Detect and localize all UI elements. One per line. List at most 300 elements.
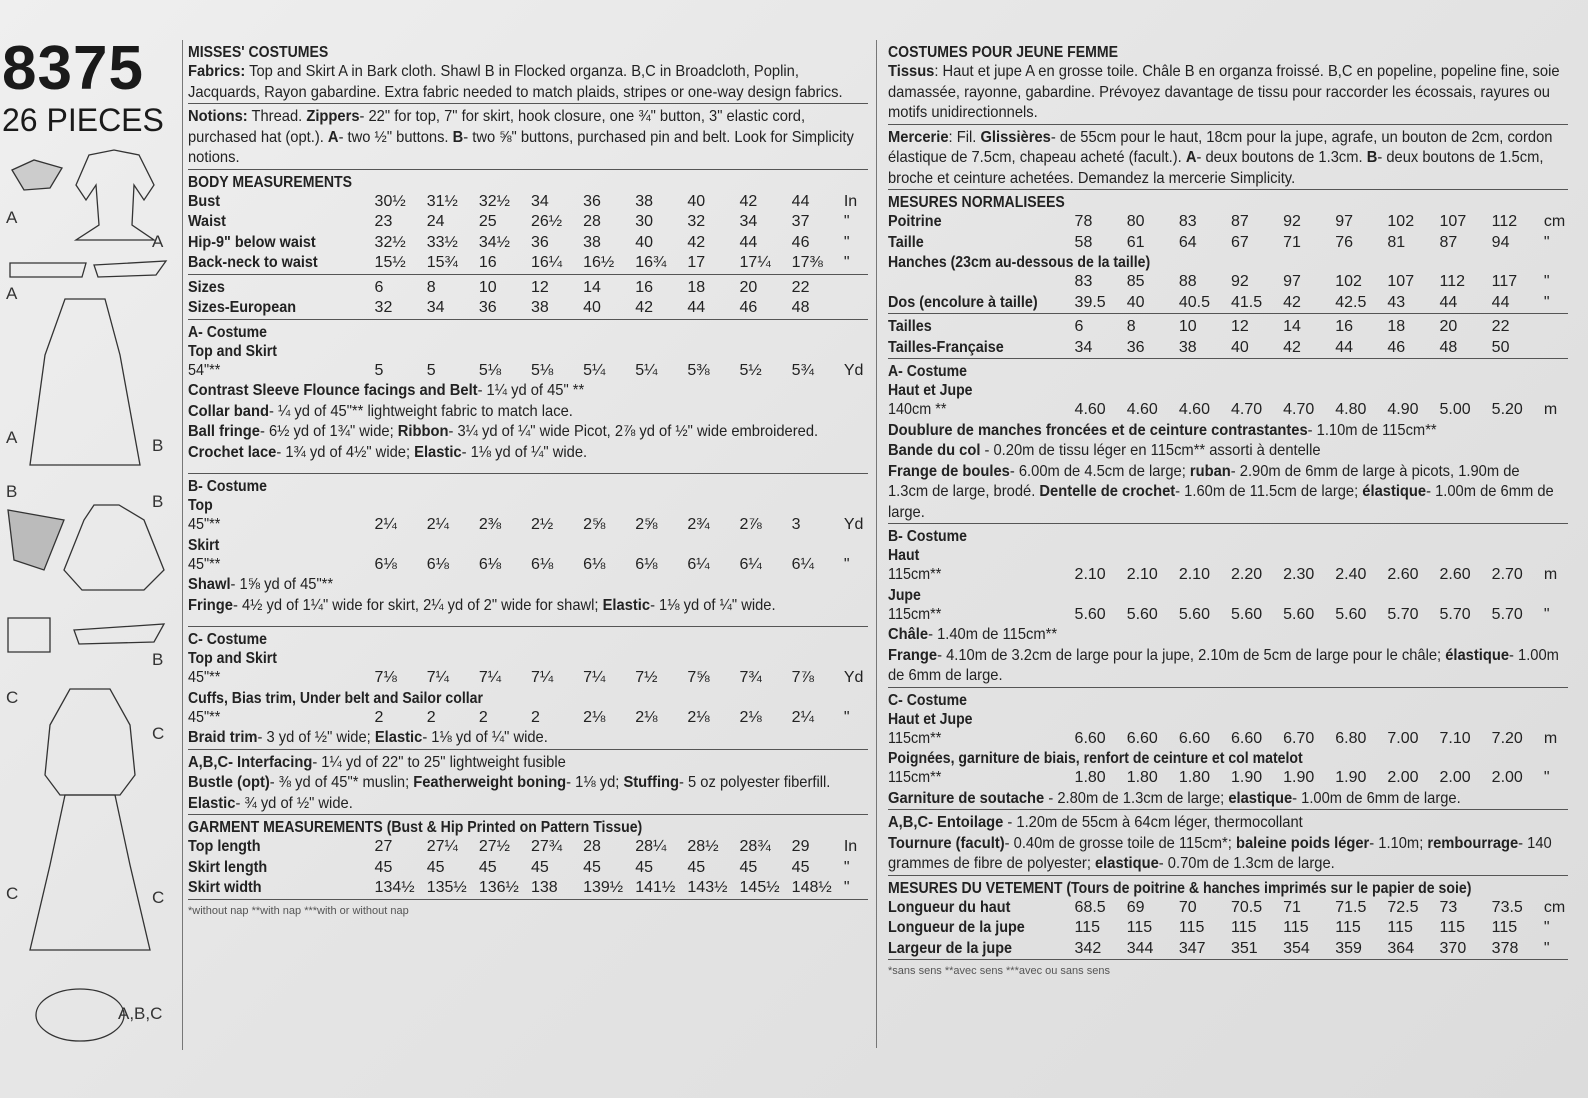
- unit-label: ": [843, 555, 850, 573]
- size-value: 44: [1491, 293, 1510, 311]
- size-value: 92: [1230, 273, 1249, 290]
- size-value: 42: [687, 233, 706, 251]
- size-value: 45: [478, 858, 497, 876]
- size-value: 40: [1230, 338, 1249, 356]
- size-value: 71: [1283, 233, 1301, 251]
- french-column: [888, 40, 1568, 977]
- size-value: 7¼: [478, 669, 502, 686]
- size-value: 23: [374, 213, 393, 230]
- unit-label: ": [1543, 769, 1550, 786]
- size-value: 83: [1178, 213, 1197, 230]
- row-label: Bust: [188, 192, 221, 210]
- size-value: 27½: [478, 838, 510, 855]
- footnote-section: [188, 899, 868, 917]
- section-title: MISSES' COSTUMES: [188, 44, 329, 61]
- size-value: 2¼: [374, 516, 397, 533]
- size-value: 347: [1178, 939, 1206, 957]
- size-value: 148½: [791, 879, 832, 896]
- garment-measurements-table: [188, 837, 868, 899]
- size-value: 92: [1283, 213, 1301, 230]
- view-label: C: [152, 724, 165, 743]
- row-label: 54"**: [188, 361, 221, 379]
- measurement-row: [888, 605, 1568, 626]
- size-value: 12: [530, 278, 549, 296]
- notions-text: Notions: Thread. Zippers- 22" for top, 7" for skirt, hook closure, one ¾" button, 3" elastic cord, purchased hat (opt.). A- two ½" buttons. B- two ⅝" buttons, purchased pin and belt. Look for Simplicity notions.: [188, 108, 854, 166]
- size-value: 81: [1387, 233, 1406, 251]
- size-value: 28¼: [635, 838, 667, 855]
- costume-b-top-yardage: [188, 515, 868, 536]
- costume-b-extras: Châle- 1.40m de 115cm** Frange- 4.10m de 3.2cm de large pour la jupe, 2.10m de 5cm de large pour le châle; élastique- 1.00m de 6mm de large.: [888, 626, 1559, 684]
- size-value: 17⅜: [791, 254, 823, 271]
- size-value: 2.70: [1491, 566, 1523, 583]
- size-value: 5¾: [791, 361, 814, 379]
- costume-b-top-yardage: [888, 565, 1568, 586]
- size-value: 34: [530, 192, 549, 210]
- garment-measurements-table: [888, 898, 1568, 960]
- body-measurements-title: BODY MEASUREMENTS: [188, 173, 353, 191]
- size-value: 45: [635, 858, 654, 876]
- size-value: 2⅛: [635, 708, 658, 726]
- size-value: 36: [583, 192, 601, 210]
- size-value: 42: [635, 299, 654, 316]
- costume-a-section: [188, 319, 868, 474]
- size-value: 6⅛: [478, 555, 502, 573]
- size-value: 32: [687, 213, 706, 230]
- unit-label: m: [1543, 729, 1558, 747]
- measurement-row: [888, 565, 1568, 586]
- size-value: 6.60: [1178, 729, 1210, 747]
- sizes-table: [188, 278, 868, 319]
- costume-c-title: C- Costume: [188, 631, 268, 648]
- size-value: 34: [1074, 338, 1093, 356]
- garment-measurements-title: GARMENT MEASUREMENTS (Bust & Hip Printed on Pattern Tissue): [188, 819, 643, 836]
- size-value: 7.10: [1439, 729, 1471, 747]
- costume-a-title: A- Costume: [888, 363, 968, 380]
- size-value: 5.70: [1439, 605, 1471, 623]
- unit-label: ": [843, 254, 850, 271]
- size-value: 45: [583, 858, 601, 876]
- size-value: 112: [1491, 213, 1518, 230]
- size-value: 12: [1230, 318, 1249, 335]
- size-value: 2.10: [1178, 566, 1210, 583]
- size-value: 16¾: [635, 254, 667, 271]
- size-value: 8: [1126, 318, 1136, 335]
- size-value: 34: [739, 213, 758, 230]
- size-value: 17: [687, 254, 706, 271]
- row-label: 115cm**: [888, 605, 942, 623]
- measurement-row: [888, 729, 1568, 750]
- garment-measurements-section: [188, 814, 868, 899]
- unit-label: ": [1543, 293, 1550, 311]
- size-value: 46: [1387, 338, 1406, 356]
- size-value: 3: [791, 516, 801, 533]
- measurement-row: [888, 233, 1568, 254]
- size-value: 16: [1335, 318, 1354, 335]
- size-value: 6.80: [1335, 729, 1367, 747]
- size-value: 1.80: [1074, 769, 1106, 786]
- belt-a-illustration: [6, 255, 176, 290]
- size-value: 115: [1283, 919, 1309, 936]
- view-label: C: [6, 884, 19, 903]
- size-value: 115: [1491, 919, 1518, 936]
- size-value: 71: [1283, 898, 1301, 916]
- size-value: 87: [1439, 233, 1458, 251]
- size-value: 5.60: [1126, 605, 1158, 623]
- size-value: 1.80: [1178, 769, 1210, 786]
- size-value: 6: [1074, 318, 1084, 335]
- size-value: 76: [1335, 233, 1354, 251]
- size-value: 18: [1387, 318, 1406, 335]
- costume-a-section: [888, 358, 1568, 523]
- size-value: 6⅛: [374, 555, 397, 573]
- size-value: 5: [426, 361, 436, 379]
- measurement-row: [188, 298, 868, 319]
- size-value: 378: [1491, 939, 1519, 957]
- piece-count: 26 PIECES: [2, 102, 164, 138]
- size-value: 359: [1335, 939, 1362, 957]
- size-value: 45: [791, 858, 810, 876]
- size-value: 10: [1178, 318, 1197, 335]
- size-value: 2¾: [687, 516, 710, 533]
- row-label: Back-neck to waist: [188, 254, 318, 271]
- size-value: 44: [1439, 293, 1458, 311]
- costume-b-skirt: Skirt: [188, 536, 220, 554]
- measurement-row: [888, 939, 1568, 960]
- size-value: 73: [1439, 898, 1458, 916]
- abc-section: [888, 809, 1568, 875]
- size-value: 7¼: [583, 669, 606, 686]
- size-value: 2: [478, 708, 488, 726]
- row-label: 45"**: [188, 708, 221, 726]
- size-value: 34: [426, 299, 445, 316]
- unit-label: In: [843, 838, 858, 855]
- hat-abc-illustration: [30, 980, 130, 1050]
- size-value: 351: [1230, 939, 1258, 957]
- size-value: 40: [687, 192, 706, 210]
- size-value: 39.5: [1074, 293, 1106, 311]
- size-value: 6.60: [1074, 729, 1106, 747]
- view-label: C: [6, 688, 19, 707]
- unit-label: ": [1543, 939, 1550, 957]
- size-value: 24: [426, 213, 445, 230]
- size-value: 115: [1126, 919, 1153, 936]
- row-label: Waist: [188, 213, 226, 230]
- size-value: 28: [583, 213, 601, 230]
- size-value: 28½: [687, 838, 719, 855]
- row-label: Longueur du haut: [888, 898, 1011, 916]
- view-label: A: [6, 284, 18, 303]
- row-label: Hip-9" below waist: [188, 233, 316, 251]
- view-label: A: [152, 232, 164, 251]
- sizes-section: [888, 313, 1568, 358]
- body-measurements-title: MESURES NORMALISEES: [888, 194, 1065, 211]
- size-value: 2⅝: [635, 516, 658, 533]
- size-value: 38: [1178, 338, 1197, 356]
- size-value: 83: [1074, 273, 1093, 290]
- view-label: A,B,C: [118, 1004, 163, 1023]
- size-value: 22: [1491, 318, 1510, 335]
- measurement-row: [888, 768, 1568, 789]
- size-value: 7⅞: [791, 669, 814, 686]
- size-value: 2: [374, 708, 384, 726]
- size-value: 48: [791, 299, 810, 316]
- measurement-row: [188, 192, 868, 213]
- size-value: 2.60: [1387, 566, 1419, 583]
- size-value: 44: [739, 233, 758, 251]
- size-value: 45: [374, 858, 393, 876]
- view-label: B: [152, 436, 164, 455]
- size-value: 30½: [374, 192, 406, 210]
- size-value: 102: [1335, 273, 1362, 290]
- size-value: 4.70: [1230, 401, 1263, 418]
- measurement-row: [188, 515, 868, 536]
- abc-section: [188, 749, 868, 815]
- size-value: 16: [478, 254, 497, 271]
- size-value: 2⅜: [478, 516, 502, 533]
- size-value: 5.60: [1074, 605, 1106, 623]
- size-value: 1.90: [1230, 769, 1263, 786]
- costume-c-section: [888, 687, 1568, 810]
- footnote: *without nap **with nap ***with or without nap: [188, 904, 409, 917]
- measurement-row: [888, 293, 1568, 314]
- size-value: 42: [1283, 338, 1301, 356]
- size-value: 10: [478, 278, 497, 296]
- unit-label: ": [843, 879, 850, 896]
- size-value: 6.70: [1283, 729, 1315, 747]
- size-value: 5.60: [1283, 605, 1315, 623]
- size-value: 4.70: [1283, 401, 1315, 418]
- unit-label: m: [1543, 566, 1558, 583]
- measurement-row: [888, 400, 1568, 421]
- size-value: 7.00: [1387, 729, 1419, 747]
- view-label: B: [152, 650, 164, 669]
- size-value: 7¾: [739, 669, 762, 686]
- costume-b-title: B- Costume: [188, 478, 268, 495]
- measurement-row: [888, 918, 1568, 939]
- measurement-row: [188, 837, 868, 858]
- unit-label: ": [1543, 273, 1550, 290]
- size-value: 6⅛: [583, 555, 606, 573]
- size-value: 45: [426, 858, 445, 876]
- sizes-section: [188, 274, 868, 319]
- view-label: A: [6, 208, 18, 227]
- size-value: 67: [1230, 233, 1249, 251]
- size-value: 34½: [478, 233, 510, 251]
- size-value: 27: [374, 838, 393, 855]
- unit-label: Yd: [843, 669, 864, 686]
- size-value: 73.5: [1491, 898, 1523, 916]
- size-value: 2.00: [1491, 769, 1523, 786]
- fabrics-text: Fabrics: Top and Skirt A in Bark cloth. Shawl B in Flocked organza. B,C in Broadcloth, Poplin, Jacquards, Rayon gabardine. Extra fabric needed to match plaids, stripes or one-way design fabrics.: [188, 63, 843, 101]
- costume-b-title: B- Costume: [888, 528, 968, 545]
- size-value: 22: [791, 278, 810, 296]
- costume-c-title: C- Costume: [888, 691, 968, 709]
- size-value: 40: [635, 233, 654, 251]
- body-measurements-section: [888, 189, 1568, 313]
- size-value: 6⅛: [426, 555, 449, 573]
- size-value: 2.10: [1126, 566, 1158, 583]
- unit-label: In: [843, 192, 858, 210]
- size-value: 41.5: [1230, 293, 1263, 311]
- size-value: 94: [1491, 233, 1510, 251]
- size-value: 46: [739, 299, 758, 316]
- notions-section: [188, 103, 868, 169]
- size-value: 97: [1283, 273, 1301, 290]
- size-value: 4.60: [1074, 401, 1106, 418]
- size-value: 6.60: [1230, 729, 1263, 747]
- size-value: 44: [687, 299, 706, 316]
- footnote-section: [888, 959, 1568, 977]
- size-value: 43: [1387, 293, 1406, 311]
- size-value: 7½: [635, 669, 658, 686]
- size-value: 16¼: [530, 254, 563, 271]
- size-value: 102: [1387, 213, 1415, 230]
- size-value: 2⅝: [583, 516, 606, 533]
- size-value: 27¾: [530, 838, 563, 855]
- size-value: 36: [530, 233, 549, 251]
- unit-label: [844, 278, 868, 299]
- costume-c-yardage: [888, 729, 1568, 750]
- size-value: 25: [478, 213, 497, 230]
- size-value: 28¾: [739, 838, 771, 855]
- size-value: 15½: [374, 254, 406, 271]
- garment-measurements-section: [888, 875, 1568, 960]
- size-value: 112: [1439, 273, 1466, 290]
- costume-a-subtitle: Haut et Jupe: [888, 382, 973, 399]
- costume-a-yardage: [888, 400, 1568, 421]
- measurement-row: [888, 272, 1568, 293]
- size-value: 115: [1230, 919, 1257, 936]
- measurement-row: [188, 555, 868, 576]
- costume-a-subtitle: Top and Skirt: [188, 342, 277, 360]
- size-value: 2.10: [1074, 566, 1106, 583]
- notions-text: Mercerie: Fil. Glissières- de 55cm pour le haut, 18cm pour la jupe, agrafe, un bouton de 2cm, cordon élastique de 7.5cm, chapeau acheté (facult.). A- deux boutons de 1.3cm. B- deux boutons de 1.5cm, broche et ceinture achetées. Demandez la mercerie Simplicity.: [888, 128, 1553, 187]
- size-value: 145½: [739, 879, 780, 896]
- size-value: 2½: [530, 516, 554, 533]
- size-value: 2.30: [1283, 566, 1315, 583]
- unit-label: Yd: [843, 361, 864, 379]
- measurement-row: [188, 212, 868, 233]
- costume-b-section: [888, 523, 1568, 687]
- size-value: 42.5: [1335, 293, 1367, 311]
- size-value: 5.00: [1439, 401, 1471, 418]
- hips-table: [888, 272, 1568, 313]
- measurement-row: [188, 878, 868, 899]
- size-value: 6¼: [687, 555, 710, 573]
- size-value: 7¼: [530, 669, 554, 686]
- size-value: 7.20: [1491, 729, 1523, 747]
- measurement-row: [188, 253, 868, 274]
- size-value: 7⅛: [374, 669, 397, 686]
- size-value: 28: [583, 838, 601, 855]
- unit-label: ": [843, 708, 850, 726]
- size-value: 1.90: [1283, 769, 1315, 786]
- row-label: Skirt width: [188, 879, 262, 896]
- size-value: 42: [739, 192, 758, 210]
- unit-label: Yd: [843, 516, 864, 533]
- size-value: 16: [635, 278, 654, 296]
- size-value: 40: [1126, 293, 1145, 311]
- size-value: 115: [1335, 919, 1361, 936]
- size-value: 5.60: [1335, 605, 1367, 623]
- size-value: 78: [1074, 213, 1093, 230]
- measurement-row: [888, 212, 1568, 233]
- body-measurements-table: [888, 212, 1568, 253]
- view-illustrations-column: [0, 0, 182, 1098]
- unit-label: [1544, 317, 1568, 338]
- footnote: *sans sens **avec sens ***avec ou sans sens: [888, 965, 1110, 977]
- size-value: 50: [1491, 338, 1510, 356]
- size-value: 6⅛: [530, 555, 554, 573]
- measurement-row: [188, 858, 868, 879]
- size-value: 45: [739, 858, 758, 876]
- view-label: B: [152, 492, 164, 511]
- size-value: 5¼: [635, 361, 658, 379]
- garment-measurements-title: MESURES DU VETEMENT (Tours de poitrine & hanches imprimés sur le papier de soie): [888, 879, 1472, 897]
- abc-extras: A,B,C- Entoilage - 1.20m de 55cm à 64cm léger, thermocollant Tournure (facult)- 0.40m de grosse toile de 115cm*; baleine poids léger- 1.10m; rembourrage- 140 grammes de fibre de polyester; elastique- 0.70m de 1.3cm de large.: [888, 814, 1552, 872]
- size-value: 36: [478, 299, 497, 316]
- view-label: C: [152, 888, 165, 907]
- costume-c-subtitle-2: Cuffs, Bias trim, Under belt and Sailor collar: [188, 689, 483, 707]
- size-value: 18: [687, 278, 706, 296]
- size-value: 46: [791, 233, 810, 251]
- size-value: 138: [530, 879, 558, 896]
- size-value: 69: [1126, 898, 1145, 916]
- row-label: 45"**: [188, 669, 221, 686]
- size-value: 2.00: [1439, 769, 1471, 786]
- row-label: Dos (encolure à taille): [888, 293, 1038, 311]
- size-value: 58: [1074, 233, 1093, 251]
- size-value: 5.20: [1491, 401, 1523, 418]
- size-value: 2⅛: [739, 708, 762, 726]
- unit-label: [844, 298, 868, 319]
- row-label: Sizes-European: [188, 299, 297, 316]
- size-value: 38: [635, 192, 654, 210]
- title-section: [888, 40, 1568, 124]
- costume-a-extras: Contrast Sleeve Flounce facings and Belt- 1¼ yd of 45" ** Collar band- ¼ yd of 45"** lightweight fabric to match lace. Ball fringe- 6½ yd of 1¾" wide; Ribbon- 3¼ yd of ¼" wide Picot, 2⅞ yd of ½" wide embroidered. Crochet lace- 1¾ yd of 4½" wide; Elastic- 1⅛ yd of ¼" wide.: [188, 382, 819, 461]
- costume-c-yardage-2: [888, 768, 1568, 789]
- size-value: 20: [739, 278, 758, 296]
- size-value: 71.5: [1335, 898, 1367, 916]
- size-value: 115: [1178, 919, 1205, 936]
- size-value: 48: [1439, 338, 1458, 356]
- size-value: 2¼: [791, 708, 814, 726]
- size-value: 5: [374, 361, 384, 379]
- size-value: 139½: [583, 879, 624, 896]
- row-label: 115cm**: [888, 566, 942, 583]
- size-value: 14: [1283, 318, 1301, 335]
- costume-b-illustration: [4, 500, 180, 610]
- row-label: 45"**: [188, 516, 221, 533]
- size-value: 1.90: [1335, 769, 1367, 786]
- unit-label: cm: [1543, 213, 1566, 230]
- unit-label: ": [843, 233, 850, 251]
- view-label: A: [6, 428, 18, 447]
- size-value: 68.5: [1074, 898, 1106, 916]
- size-value: 342: [1074, 939, 1102, 957]
- size-value: 2⅛: [687, 708, 710, 726]
- size-value: 38: [583, 233, 601, 251]
- size-value: 1.80: [1126, 769, 1158, 786]
- size-value: 8: [426, 278, 436, 296]
- size-value: 27¼: [426, 838, 458, 855]
- skirt-a-illustration: [20, 295, 150, 475]
- measurement-row: [888, 898, 1568, 919]
- measurement-row: [188, 668, 868, 689]
- size-value: 40.5: [1178, 293, 1210, 311]
- measurement-row: [188, 233, 868, 254]
- costume-b-section: [188, 473, 868, 626]
